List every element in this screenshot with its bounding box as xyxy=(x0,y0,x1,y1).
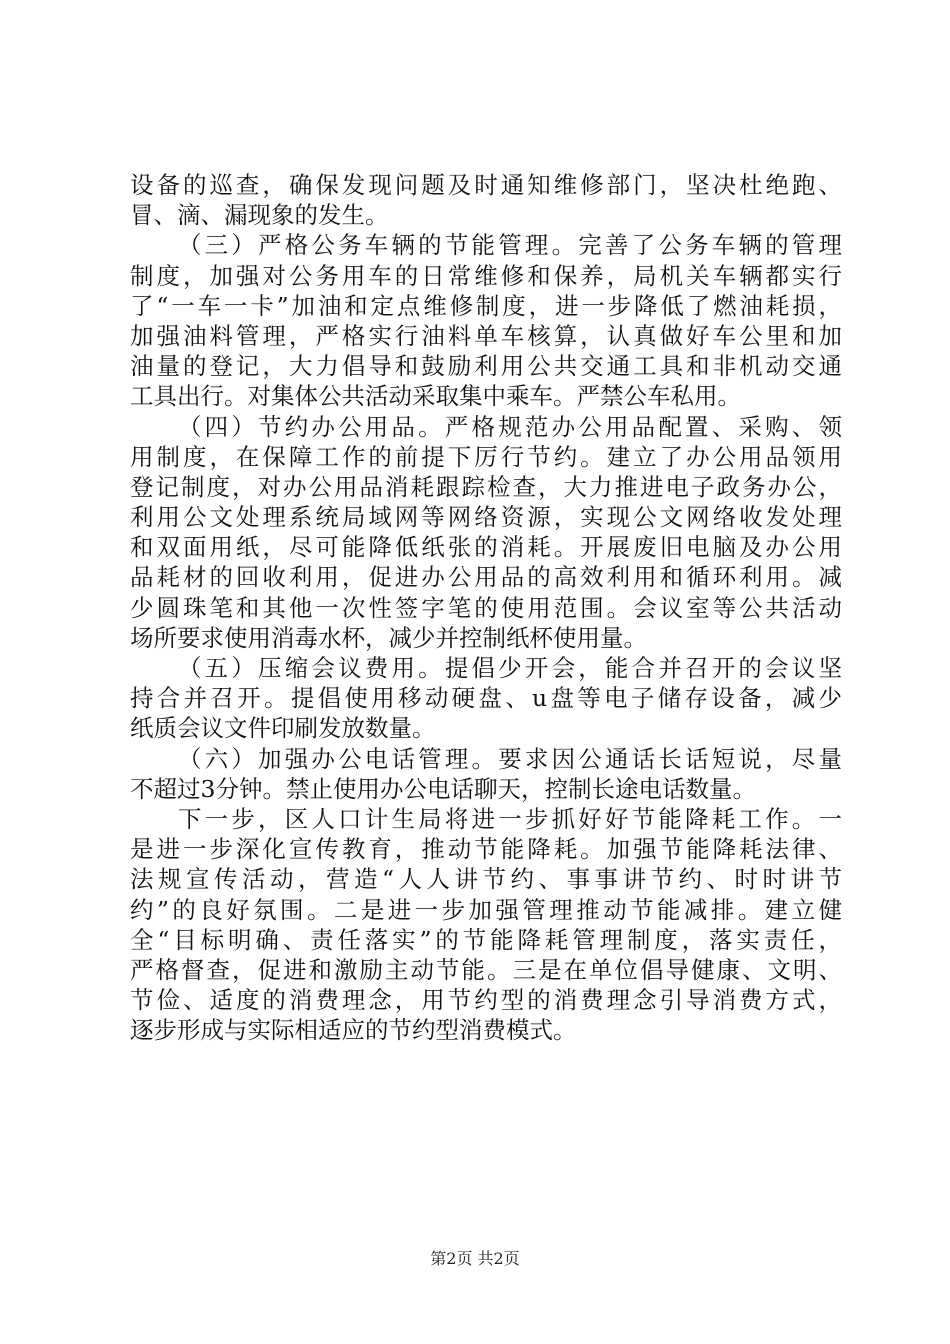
text-line: 是进一步深化宣传教育，推动节能降耗。加强节能降耗法律、 xyxy=(130,835,842,864)
text-line: 登记制度，对办公用品消耗跟踪检查，大力推进电子政务办公， xyxy=(130,472,842,501)
page-footer: 第2页 共2页 xyxy=(430,1249,520,1268)
text-line: （五）压缩会议费用。提倡少开会，能合并召开的会议坚 xyxy=(178,654,842,682)
text-line: 逐步形成与实际相适应的节约型消费模式。 xyxy=(130,1016,577,1045)
text-line: 了“一车一卡”加油和定点维修制度，进一步降低了燃油耗损， xyxy=(130,291,842,320)
text-line: （三）严格公务车辆的节能管理。完善了公务车辆的管理 xyxy=(178,231,842,260)
text-line: 冒、滴、漏现象的发生。 xyxy=(130,201,389,230)
text-line: 不超过3分钟。禁止使用办公电话聊天，控制长途电话数量。 xyxy=(130,774,756,803)
text-line: 设备的巡查，确保发现问题及时通知维修部门，坚决杜绝跑、 xyxy=(130,171,842,199)
text-line: 油量的登记，大力倡导和鼓励利用公共交通工具和非机动交通 xyxy=(130,352,842,381)
text-line: 品耗材的回收利用，促进办公用品的高效利用和循环利用。减 xyxy=(130,563,842,592)
text-line: 少圆珠笔和其他一次性签字笔的使用范围。会议室等公共活动 xyxy=(130,593,842,622)
text-line: 制度，加强对公务用车的日常维修和保养，局机关车辆都实行 xyxy=(130,261,842,290)
text-line: （六）加强办公电话管理。要求因公通话长话短说，尽量 xyxy=(178,744,842,773)
text-line: 工具出行。对集体公共活动采取集中乘车。严禁公车私用。 xyxy=(130,382,741,411)
text-line: 纸质会议文件印刷发放数量。 xyxy=(130,714,436,743)
text-line: 法规宣传活动，营造“人人讲节约、事事讲节约、时时讲节 xyxy=(130,865,842,894)
text-line: 加强油料管理，严格实行油料单车核算，认真做好车公里和加 xyxy=(130,321,842,350)
text-line: 下一步，区人口计生局将进一步抓好好节能降耗工作。一 xyxy=(178,804,842,833)
text-line: 严格督查，促进和激励主动节能。三是在单位倡导健康、文明、 xyxy=(130,955,842,984)
text-line: （四）节约办公用品。严格规范办公用品配置、采购、领 xyxy=(178,412,842,441)
text-line: 持合并召开。提倡使用移动硬盘、u盘等电子储存设备，减少 xyxy=(130,684,842,713)
document-body xyxy=(130,170,842,1045)
text-line: 节俭、适度的消费理念，用节约型的消费理念引导消费方式， xyxy=(130,986,842,1015)
text-line: 利用公文处理系统局域网等网络资源，实现公文网络收发处理 xyxy=(130,503,842,532)
text-line: 和双面用纸，尽可能降低纸张的消耗。开展废旧电脑及办公用 xyxy=(130,533,842,562)
text-line: 用制度，在保障工作的前提下厉行节约。建立了办公用品领用 xyxy=(130,442,842,471)
text-line: 全“目标明确、责任落实”的节能降耗管理制度，落实责任， xyxy=(130,925,842,954)
text-line: 约”的良好氛围。二是进一步加强管理推动节能减排。建立健 xyxy=(130,895,842,924)
text-line: 场所要求使用消毒水杯，减少并控制纸杯使用量。 xyxy=(130,623,647,652)
